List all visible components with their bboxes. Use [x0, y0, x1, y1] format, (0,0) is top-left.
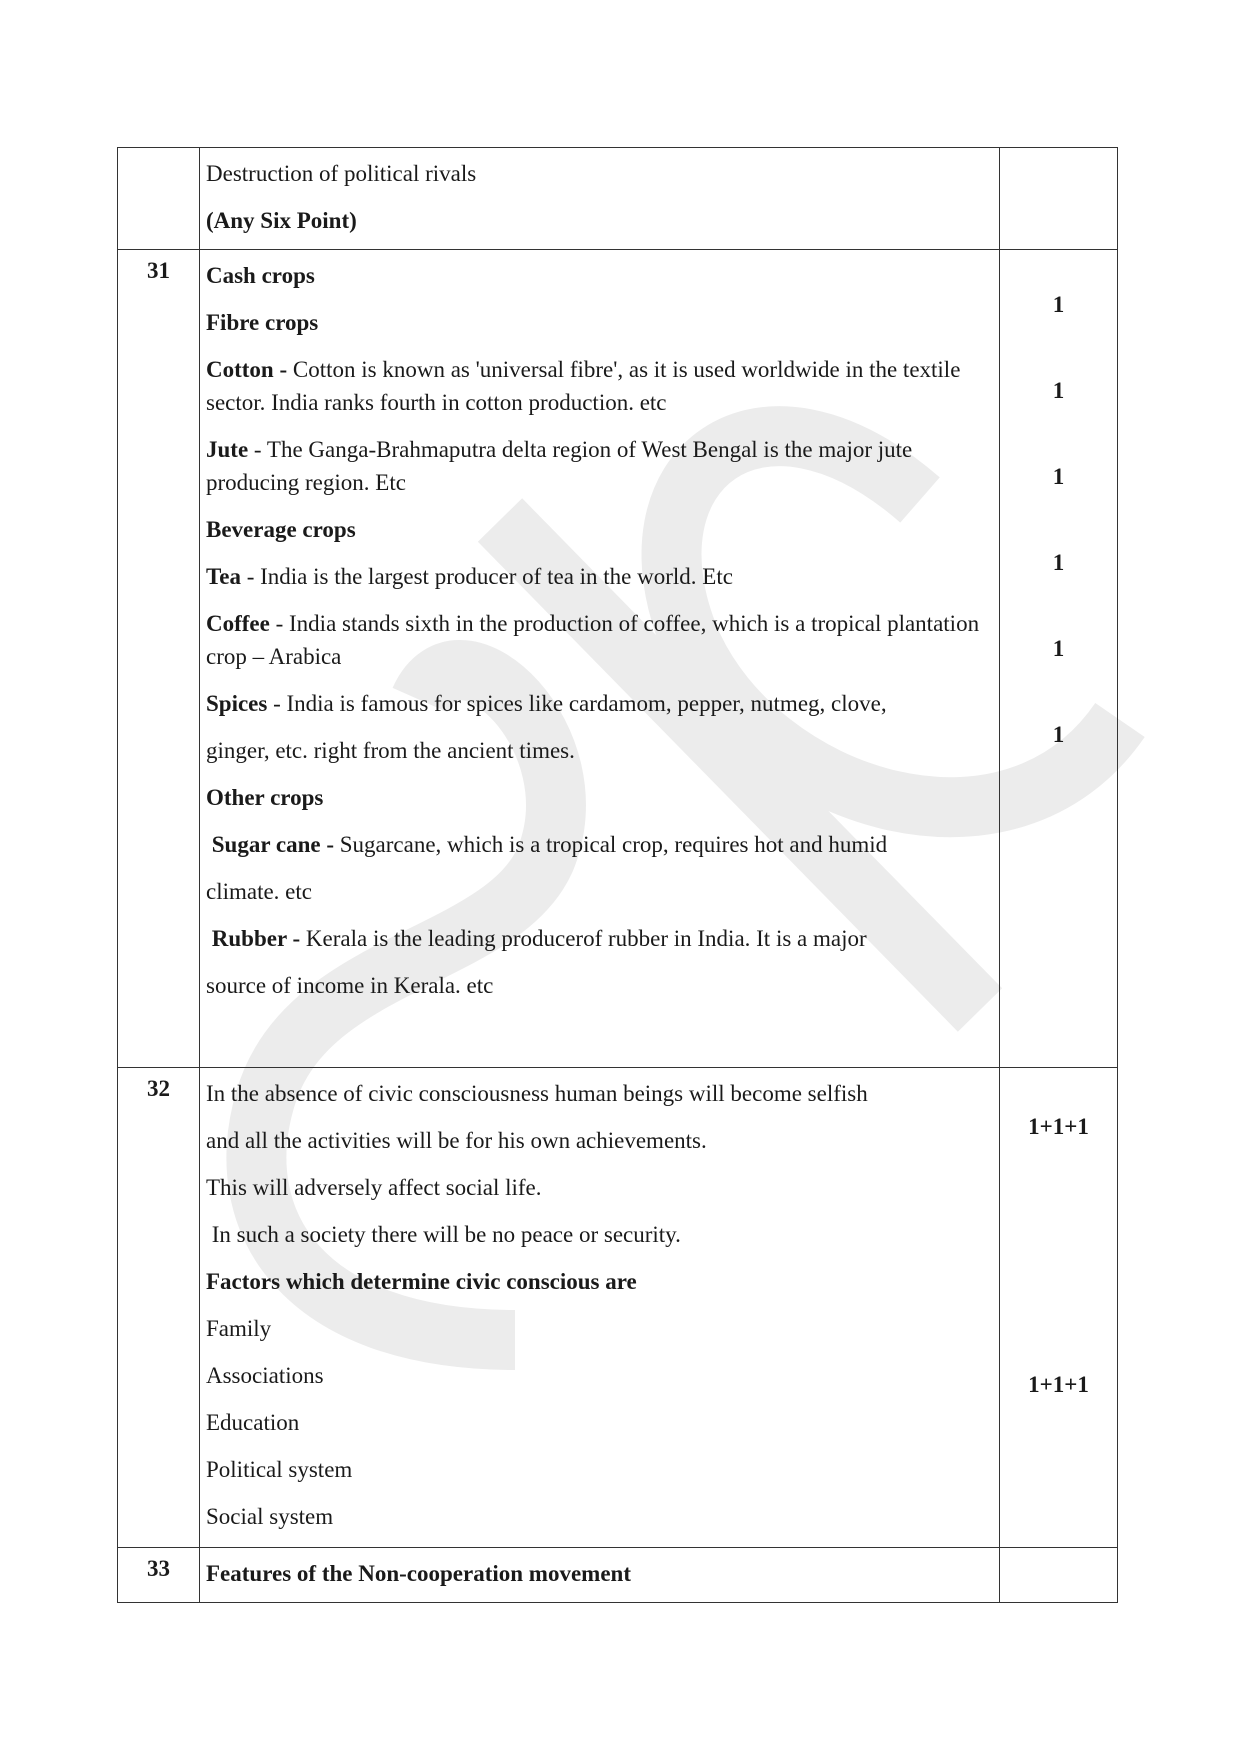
answer-line	[206, 1166, 993, 1213]
answer-cell	[200, 250, 1000, 1068]
answer-heading: Other crops	[206, 785, 324, 810]
answer-line	[206, 729, 993, 776]
answer-line	[206, 1448, 993, 1495]
answer-label: Sugar cane -	[206, 832, 334, 857]
answer-line	[206, 917, 993, 964]
answer-text: Family	[206, 1316, 272, 1341]
answer-text: In such a society there will be no peace or security.	[206, 1222, 681, 1247]
question-number-cell	[118, 1068, 200, 1548]
answer-text: Kerala is the leading producerof rubber in India. It is a major	[300, 926, 867, 951]
answer-line	[206, 823, 993, 870]
question-number-cell	[118, 148, 200, 250]
answer-line	[206, 776, 993, 823]
answer-line	[206, 353, 993, 419]
question-number-cell	[118, 250, 200, 1068]
answer-line	[206, 1260, 993, 1307]
question-number: 31	[147, 258, 170, 283]
marks-cell	[1000, 1068, 1118, 1548]
mark-value: 1+1+1	[1028, 1372, 1089, 1397]
answer-text: Political system	[206, 1457, 353, 1482]
answer-line	[206, 1552, 993, 1599]
answer-text: Destruction of political rivals	[206, 161, 477, 186]
answer-line	[206, 964, 993, 1011]
answer-line	[206, 508, 993, 555]
answer-text: In the absence of civic consciousness human beings will become selfish	[206, 1081, 868, 1106]
table-row	[118, 250, 1118, 1068]
question-number-cell	[118, 1548, 200, 1603]
marks-cell	[1000, 1548, 1118, 1603]
answer-line	[206, 555, 993, 602]
answer-heading: Fibre crops	[206, 310, 319, 335]
answer-text: - India stands sixth in the production of coffee, which is a tropical plantation crop – Arabica	[206, 611, 980, 669]
answer-line	[206, 1072, 993, 1119]
table-row	[118, 1068, 1118, 1548]
mark-value: 1	[1052, 378, 1065, 403]
mark-value: 1	[1052, 464, 1065, 489]
answer-line	[206, 1213, 993, 1260]
answer-cell	[200, 1068, 1000, 1548]
answer-cell	[200, 148, 1000, 250]
answer-block	[206, 348, 993, 428]
answer-line	[206, 1307, 993, 1354]
answer-label: Spices	[206, 691, 268, 716]
answer-line	[206, 433, 993, 499]
answer-text: Social system	[206, 1504, 334, 1529]
answer-text: Cotton is known as 'universal fibre', as it is used worldwide in the textile sector. India ranks fourth in cotton production. etc	[206, 357, 961, 415]
answer-line	[206, 1119, 993, 1166]
answer-label: (Any Six Point)	[206, 208, 357, 233]
mark-value: 1	[1052, 292, 1065, 317]
answer-line	[206, 199, 993, 246]
answer-heading: Cash crops	[206, 263, 315, 288]
answer-cell	[200, 1548, 1000, 1603]
answer-text: and all the activities will be for his own achievements.	[206, 1128, 707, 1153]
answer-text: This will adversely affect social life.	[206, 1175, 542, 1200]
answer-text: Associations	[206, 1363, 324, 1388]
answer-line	[206, 301, 993, 348]
table-row	[118, 148, 1118, 250]
answer-block	[206, 428, 993, 508]
answer-label: Jute	[206, 437, 249, 462]
answer-line	[206, 152, 993, 199]
answer-block	[206, 602, 993, 682]
answer-label: Rubber -	[206, 926, 301, 951]
answer-line	[206, 1495, 993, 1542]
answer-label: Coffee	[206, 611, 270, 636]
answer-text: source of income in Kerala. etc	[206, 973, 494, 998]
marks-cell	[1000, 250, 1118, 1068]
answer-line	[206, 1354, 993, 1401]
table-row	[118, 1548, 1118, 1603]
answer-text: - India is the largest producer of tea in the world. Etc	[240, 564, 733, 589]
mark-value: 1	[1052, 722, 1065, 747]
answer-text: - India is famous for spices like cardamom, pepper, nutmeg, clove,	[267, 691, 887, 716]
answer-heading: Beverage crops	[206, 517, 356, 542]
answer-text: Sugarcane, which is a tropical crop, requires hot and humid	[334, 832, 888, 857]
answer-heading: Factors which determine civic conscious are	[206, 1269, 637, 1294]
question-number: 33	[147, 1556, 170, 1581]
question-number: 32	[147, 1076, 170, 1101]
answer-line	[206, 607, 993, 673]
answer-key-table	[117, 147, 1118, 1603]
answer-line	[206, 682, 993, 729]
answer-text: - The Ganga-Brahmaputra delta region of West Bengal is the major jute producing region. Etc	[206, 437, 913, 495]
answer-label: Tea	[206, 564, 241, 589]
answer-line	[206, 870, 993, 917]
mark-value: 1	[1052, 550, 1065, 575]
answer-text: climate. etc	[206, 879, 312, 904]
answer-label: Cotton -	[206, 357, 288, 382]
answer-text: ginger, etc. right from the ancient times.	[206, 738, 575, 763]
answer-line	[206, 254, 993, 301]
mark-value: 1	[1052, 636, 1065, 661]
answer-text: Education	[206, 1410, 300, 1435]
marks-cell	[1000, 148, 1118, 250]
mark-value: 1+1+1	[1028, 1114, 1089, 1139]
answer-line	[206, 1401, 993, 1448]
answer-heading: Features of the Non-cooperation movement	[206, 1561, 631, 1586]
